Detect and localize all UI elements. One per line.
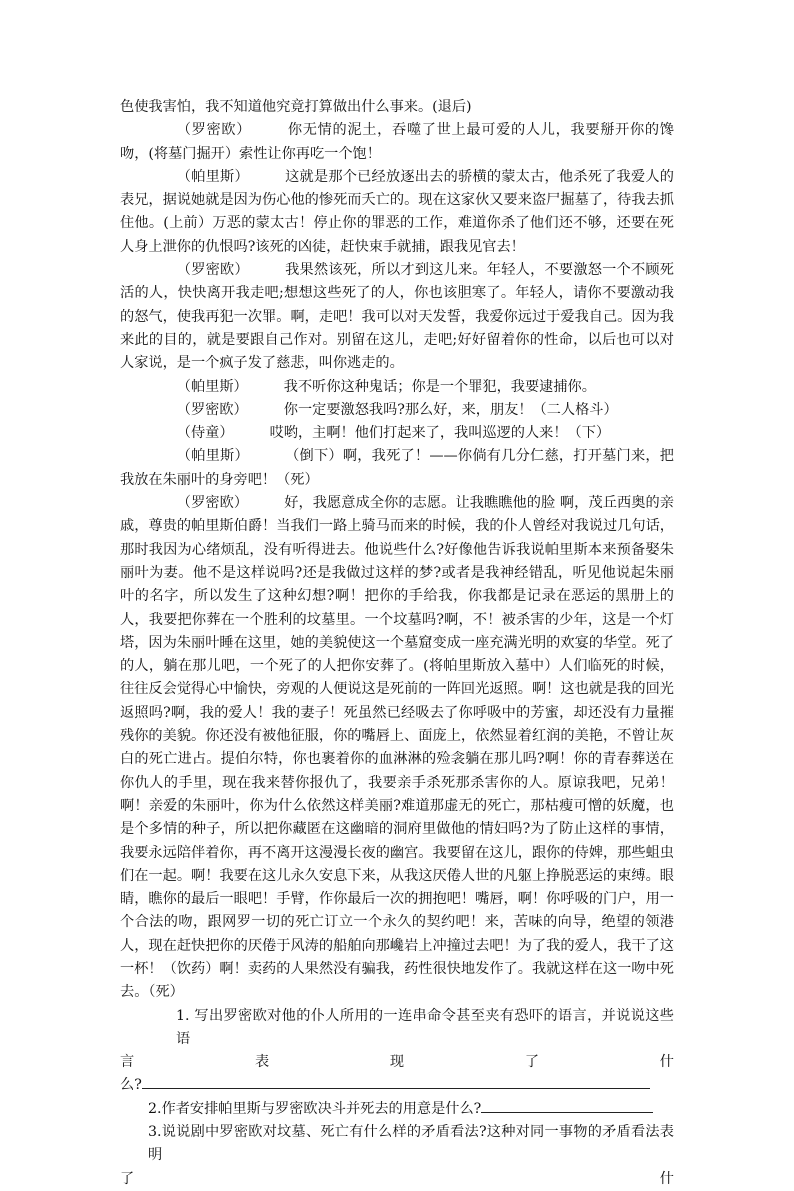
dialogue-text: 这就是那个已经放逐出去的骄横的蒙太古，他杀死了我爱人的表兄，据说她就是因为伤心他的惨死而夭亡的。现在这家伙又要来盗尸掘墓了，待我去抓住他。(上前）万恶的蒙太古！停止你的罪恶的工作，难道你杀了他们还不够，还要在死人身上泄你的仇恨吗?该死的凶徒，赶快束手就捕，跟我见官去！ [120,168,674,255]
speaker-label: （罗密欧） [176,401,248,418]
dialogue-text: 你一定要激怒我吗?那么好，来，朋友！（二人格斗） [283,401,618,418]
dialogue-paris-2 [120,376,674,399]
dialogue-text: 我果然该死，所以才到这儿来。年轻人，不要激怒一个不顾死活的人，快快离开我走吧;想想这些死了的人，你也该胆寒了。年轻人，请你不要激动我的怒气，使我再犯一次罪。啊，走吧！我可以对天发誓，我爱你远过于爱我自己。因为我来此的目的，就是要跟自己作对。别留在这儿，走吧;好好留着你的性命，以后也可以对人家说，是一个疯子发了慈悲，叫你逃走的。 [120,262,674,372]
dialogue-romeo-1 [120,119,674,166]
question-text: 2.作者安排帕里斯与罗密欧决斗并死去的用意是什么? [148,1100,482,1117]
question-word: 了 [524,1054,540,1071]
question-1-line-2 [120,1051,674,1074]
speaker-label: （帕里斯） [176,448,249,465]
speaker-label: （侍童） [176,425,234,442]
speaker-label: （罗密欧） [176,262,249,279]
question-word: 言 [120,1054,135,1071]
dialogue-text: 你无情的泥土，吞噬了世上最可爱的人儿，我要掰开你的馋吻，(将墓门掘开）索性让你再吃一个饱！ [120,122,674,162]
question-1-line-3 [120,1074,674,1097]
answer-blank[interactable] [142,1074,650,1089]
dialogue-text: 我不听你这种鬼话；你是一个罪犯，我要逮捕你。 [283,378,596,395]
dialogue-romeo-2 [120,259,674,375]
dialogue-romeo-4 [120,492,674,1005]
document-body [120,96,674,1191]
dialogue-text: 好，我愿意成全你的志愿。让我瞧瞧他的脸 啊，茂丘西奥的亲戚，尊贵的帕里斯伯爵！当我们一路上骑马而来的时候，我的仆人曾经对我说过几句话，那时我因为心绪烦乱，没有听得进去。他说些什么?好像他告诉我说帕里斯本来预备娶朱丽叶为妻。他不是这样说吗?还是我做过这样的梦?或者是我神经错乱，听见他说起朱丽叶的名字，所以发生了这种幻想?啊！把你的手给我，你我都是记录在恶运的黑册上的人，我要把你葬在一个胜利的坟墓里。一个坟墓吗?啊，不！被杀害的少年，这是一个灯塔，因为朱丽叶睡在这里，她的美貌使这一个墓窟变成一座充满光明的欢宴的华堂。死了的人，躺在那儿吧，一个死了的人把你安葬了。(将帕里斯放入墓中）人们临死的时候，往往反会觉得心中愉快，旁观的人便说这是死前的一阵回光返照。啊！这也就是我的回光返照吗?啊，我的爱人！我的妻子！死虽然已经吸去了你呼吸中的芳蜜，却还没有力量摧残你的美貌。你还没有被他征服，你的嘴唇上、面庞上，依然显着红润的美艳，不曾让灰白的死亡进占。提伯尔特，你也裹着你的血淋淋的殓衾躺在那儿吗?啊！你的青春葬送在你仇人的手里，现在我来替你报仇了，我要亲手杀死那杀害你的人。原谅我吧，兄弟！啊！亲爱的朱丽叶，你为什么依然这样美丽?难道那虚无的死亡，那枯瘦可憎的妖魔，也是个多情的种子，所以把你藏匿在这幽暗的洞府里做他的情妇吗?为了防止这样的事情，我要永远陪伴着你，再不离开这漫漫长夜的幽宫。我要留在这儿，跟你的侍婢，那些蛆虫们在一起。啊！我要在这儿永久安息下来，从我这厌倦人世的凡躯上挣脱恶运的束缚。眼睛，瞧你的最后一眼吧！手臂，作你最后一次的拥抱吧！嘴唇，啊！你呼吸的门户，用一个合法的吻，跟网罗一切的死亡订立一个永久的契约吧！来，苦味的向导，绝望的领港人，现在赶快把你的厌倦于风涛的船舶向那巉岩上冲撞过去吧！为了我的爱人，我干了这一杯！（饮药）啊！卖药的人果然没有骗我，药性很快地发作了。我就这样在这一吻中死去。（死） [120,495,674,1001]
speaker-label: （帕里斯） [176,168,249,185]
dialogue-paris-1 [120,166,674,259]
dialogue-page-boy [120,422,674,445]
question-text: 么? [120,1077,142,1094]
dialogue-romeo-3 [120,399,674,422]
dialogue-paris-3 [120,445,674,492]
question-word: 现 [389,1054,405,1071]
question-word: 表 [254,1054,270,1071]
speaker-label: （罗密欧） [176,495,249,512]
script-line-continuation: 色使我害怕，我不知道他究竟打算做出什么事来。(退后) [120,99,472,115]
question-1-line-1: 1. 写出罗密欧对他的仆人所用的一连串命令甚至夹有恐吓的语言，并说说这些语 [176,1007,674,1047]
question-word: 什 [659,1054,674,1071]
answer-blank[interactable] [481,1098,653,1113]
question-3-line-1: 3.说说剧中罗密欧对坟墓、死亡有什么样的矛盾看法?这种对同一事物的矛盾看法表明 [148,1124,674,1164]
speaker-label: （罗密欧） [176,122,252,139]
question-word: 了 [120,1170,135,1187]
dialogue-text: 哎哟，主啊！他们打起来了，我叫巡逻的人来！（下） [269,425,611,442]
speaker-label: （帕里斯） [176,378,248,395]
question-word: 什 [659,1170,674,1187]
question-3-line-2 [120,1168,674,1191]
dialogue-text: （倒下）啊，我死了！——你倘有几分仁慈，打开墓门来，把我放在朱丽叶的身旁吧！（死） [120,448,674,488]
question-2 [120,1098,674,1121]
